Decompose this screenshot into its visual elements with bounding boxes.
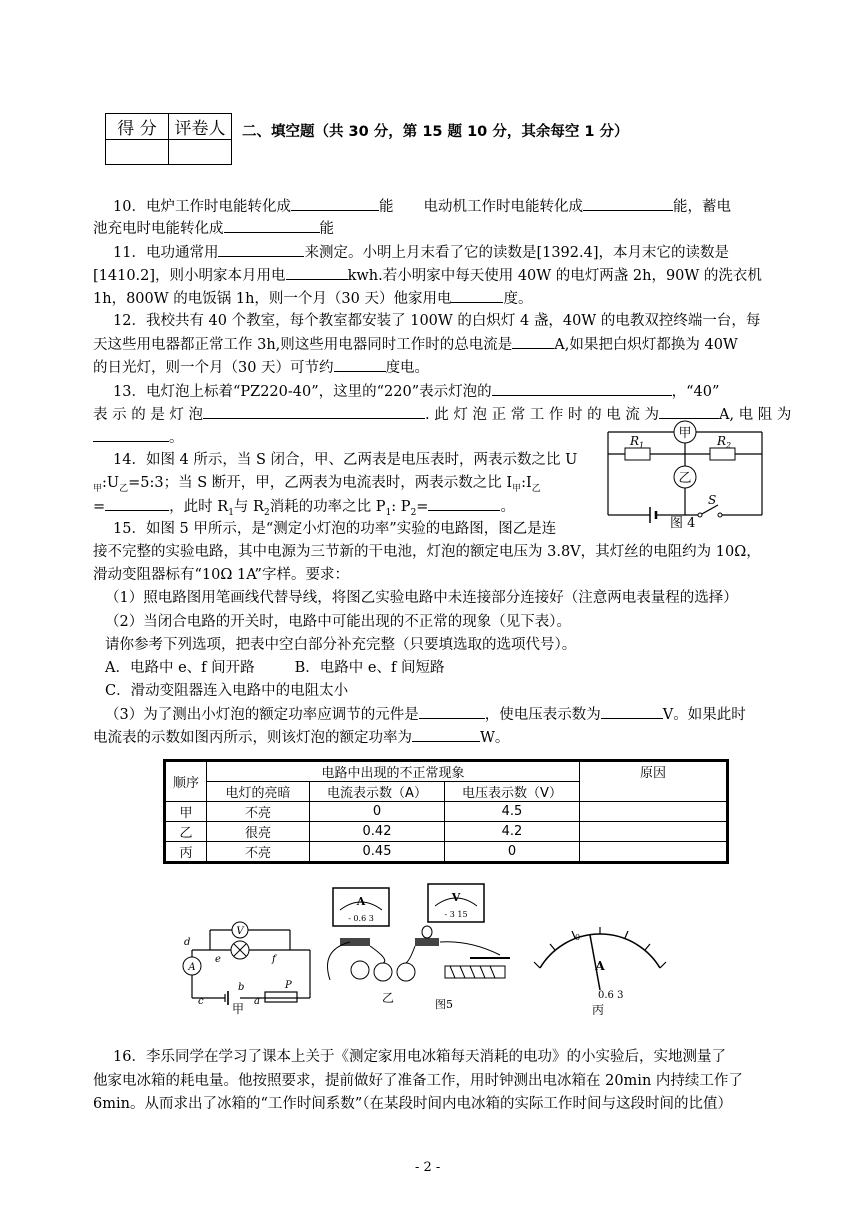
q16-line2: 他家电冰箱的耗电量。他按照要求，提前做好了准备工作，用时钟测出电冰箱在 20min 内持续工作了 [93, 1073, 743, 1089]
q13-blank1[interactable] [492, 381, 672, 396]
q10-blank2[interactable] [583, 196, 673, 211]
q13-line3: 。 [93, 427, 765, 448]
q15-line4: （1）照电路图用笔画线代替导线，将图乙实验电路中未连接部分连接好（注意两电表量程的选择） [105, 590, 738, 606]
q10-line2: 池充电时电能转化成 能 [93, 218, 765, 239]
th-voltage: 电压表示数（V） [445, 782, 580, 802]
fig5-ammeter-bing [534, 927, 666, 1015]
svg-text:A: A [595, 959, 605, 973]
fig5-circuit-jia [192, 930, 310, 1005]
resistor-r1 [625, 448, 650, 460]
q16-line3: 6min。从而求出了冰箱的“工作时间系数”（在某段时间内电冰箱的实际工作时间与这段时间的比值） [93, 1096, 733, 1112]
th-phenomenon: 电路中出现的不正常现象 [207, 761, 580, 782]
q13-blank4[interactable] [93, 427, 169, 442]
q15-line2: 接不完整的实验电路，其中电源为三节新的干电池，灯泡的额定电压为 3.8V，其灯丝的电阻约为 10Ω， [93, 544, 761, 560]
q14-line1: 14．如图 4 所示，当 S 闭合，甲、乙两表是电压表时，两表示数之比 U [113, 452, 578, 468]
svg-text:A: A [188, 962, 196, 973]
svg-text:0: 0 [575, 933, 581, 942]
reviewer-label: 评卷人 [169, 114, 232, 140]
q11-blank3[interactable] [451, 288, 503, 303]
fig5-label-jia: 甲 [232, 1002, 245, 1015]
q11-blank2[interactable] [286, 265, 348, 280]
figure-4-circuit [600, 420, 770, 530]
svg-text:V: V [236, 926, 244, 937]
reason-cell[interactable] [580, 822, 728, 842]
q11-blank1[interactable] [218, 242, 304, 257]
svg-text:b: b [238, 982, 245, 993]
q14-blank1[interactable] [105, 496, 169, 511]
q10-line1: 10．电炉工作时电能转化成 能 电动机工作时电能转化成 能，蓄电 [113, 196, 785, 217]
th-reason: 原因 [580, 761, 728, 802]
figure-5 [170, 880, 700, 1015]
q13-line1: 13．电灯泡上标着“PZ220-40”，这里的“220”表示灯泡的 ，“40” [113, 381, 785, 402]
reason-cell[interactable] [580, 802, 728, 822]
reason-cell[interactable] [580, 842, 728, 863]
svg-text:P: P [285, 980, 292, 991]
svg-text:a: a [254, 996, 260, 1007]
q12-line3: 的日光灯，则一个月（30 天）可节约 度电。 [93, 357, 765, 378]
table-row: 丙 不亮 0.45 0 [165, 842, 728, 863]
svg-text:d: d [184, 937, 191, 948]
q10-blank3[interactable] [224, 218, 320, 233]
svg-text:e: e [215, 954, 221, 965]
q15-line6: 请你参考下列选项，把表中空白部分补充完整（只要填选取的选项代号）。 [105, 637, 577, 653]
q16-line1: 16．李乐同学在学习了课本上关于《测定家用电冰箱每天消耗的电功》的小实验后，实地测量了 [113, 1049, 726, 1065]
q15-line10: 电流表的示数如图丙所示，则该灯泡的额定功率为 W。 [93, 727, 765, 748]
q12-blank2[interactable] [334, 357, 386, 372]
resistor-r2 [710, 448, 735, 460]
table-row: 甲 不亮 0 4.5 [165, 802, 728, 822]
q13-blank2[interactable] [203, 404, 425, 419]
th-bright: 电灯的亮暗 [207, 782, 310, 802]
page-number: - 2 - [415, 1160, 441, 1175]
q15-line9: （3）为了测出小灯泡的额定功率应调节的元件是 ，使电压表示数为 V。如果此时 [105, 704, 777, 725]
q14-blank2[interactable] [428, 496, 500, 511]
score-cell [106, 140, 169, 165]
score-label: 得 分 [106, 114, 169, 140]
q15-blank3[interactable] [412, 727, 480, 742]
q11-line2: [1410.2]，则小明家本月用电 kwh.若小明家中每天使用 40W 的电灯两盏 2h，90W 的洗衣机 [93, 265, 765, 286]
svg-text:A: A [356, 895, 366, 908]
fig5-label-bing: 丙 [592, 1003, 605, 1015]
q11-line1: 11．电功通常用 来测定。小明上月末看了它的读数是[1392.4]，本月末它的读数是 [113, 242, 785, 263]
meter-jia-label: 甲 [678, 426, 692, 441]
q15-blank2[interactable] [601, 704, 663, 719]
q11-line3: 1h，800W 的电饭锅 1h，则一个月（30 天）他家用电 度。 [93, 288, 765, 309]
q12-line2: 天这些用电器都正常工作 3h,则这些用电器同时工作时的总电流是 A,如果把白炽灯都换为 40W [93, 334, 765, 355]
reviewer-cell [169, 140, 232, 165]
q15-blank1[interactable] [419, 704, 485, 719]
q15-line1: 15．如图 5 甲所示，是“测定小灯泡的功率”实验的电路图，图乙是连 [113, 521, 557, 537]
meter-yi-label: 乙 [678, 471, 692, 486]
fault-table [163, 759, 729, 864]
q10-blank1[interactable] [291, 196, 379, 211]
q13-blank3[interactable] [659, 404, 719, 419]
svg-text:V: V [451, 891, 461, 904]
q12-blank1[interactable] [512, 334, 554, 349]
q14-line2: $_甲:U_乙=5:3$；当 S 断开，甲，乙两表为电流表时，两表示数之比 $I_甲:I_乙$ [93, 475, 541, 494]
switch-label: S [708, 493, 717, 507]
r1-label: $R_1$ [630, 434, 645, 450]
fig5-label-yi: 乙 [382, 991, 395, 1005]
q12-line1: 12．我校共有 40 个教室，每个教室都安装了 100W 的白炽灯 4 盏，40W 的电教双控终端一台，每 [113, 313, 761, 329]
th-order: 顺序 [165, 761, 207, 802]
svg-text:c: c [198, 996, 204, 1007]
q15-line7: A．电路中 e、f 间开路 B．电路中 e、f 间短路 [105, 660, 445, 676]
fig5-apparatus-yi [328, 884, 511, 1011]
score-box [105, 113, 232, 165]
svg-text:f: f [272, 954, 276, 965]
table-row: 乙 很亮 0.42 4.2 [165, 822, 728, 842]
svg-text:- 0.6 3: - 0.6 3 [348, 914, 374, 923]
q13-line2: 表 示 的 是 灯 泡 . 此 灯 泡 正 常 工 作 时 的 电 流 为 A, 电 阻 为 [93, 404, 765, 425]
th-current: 电流表示数（A） [310, 782, 445, 802]
switch-pivot-icon [698, 513, 702, 517]
q15-line8: C．滑动变阻器连入电路中的电阻太小 [105, 683, 349, 699]
switch-contact-icon [718, 513, 722, 517]
svg-text:- 3 15: - 3 15 [444, 910, 468, 919]
q14-line3: = ，此时 $R_1$与 $R_2$消耗的功率之比 $P_1$: $P_2=$ 。 [93, 496, 603, 523]
section-title: 二、填空题（共 30 分，第 15 题 10 分，其余每空 1 分） [242, 124, 629, 140]
fig4-caption: 图 4 [670, 516, 696, 530]
q15-line5: （2）当闭合电路的开关时，电路中可能出现的不正常的现象（见下表）。 [105, 614, 571, 630]
fig5-caption: 图5 [435, 998, 453, 1011]
q15-line3: 滑动变阻器标有“10Ω 1A”字样。要求： [93, 567, 349, 583]
svg-text:0.6 3: 0.6 3 [598, 990, 624, 1001]
r2-label: $R_2$ [717, 434, 732, 450]
